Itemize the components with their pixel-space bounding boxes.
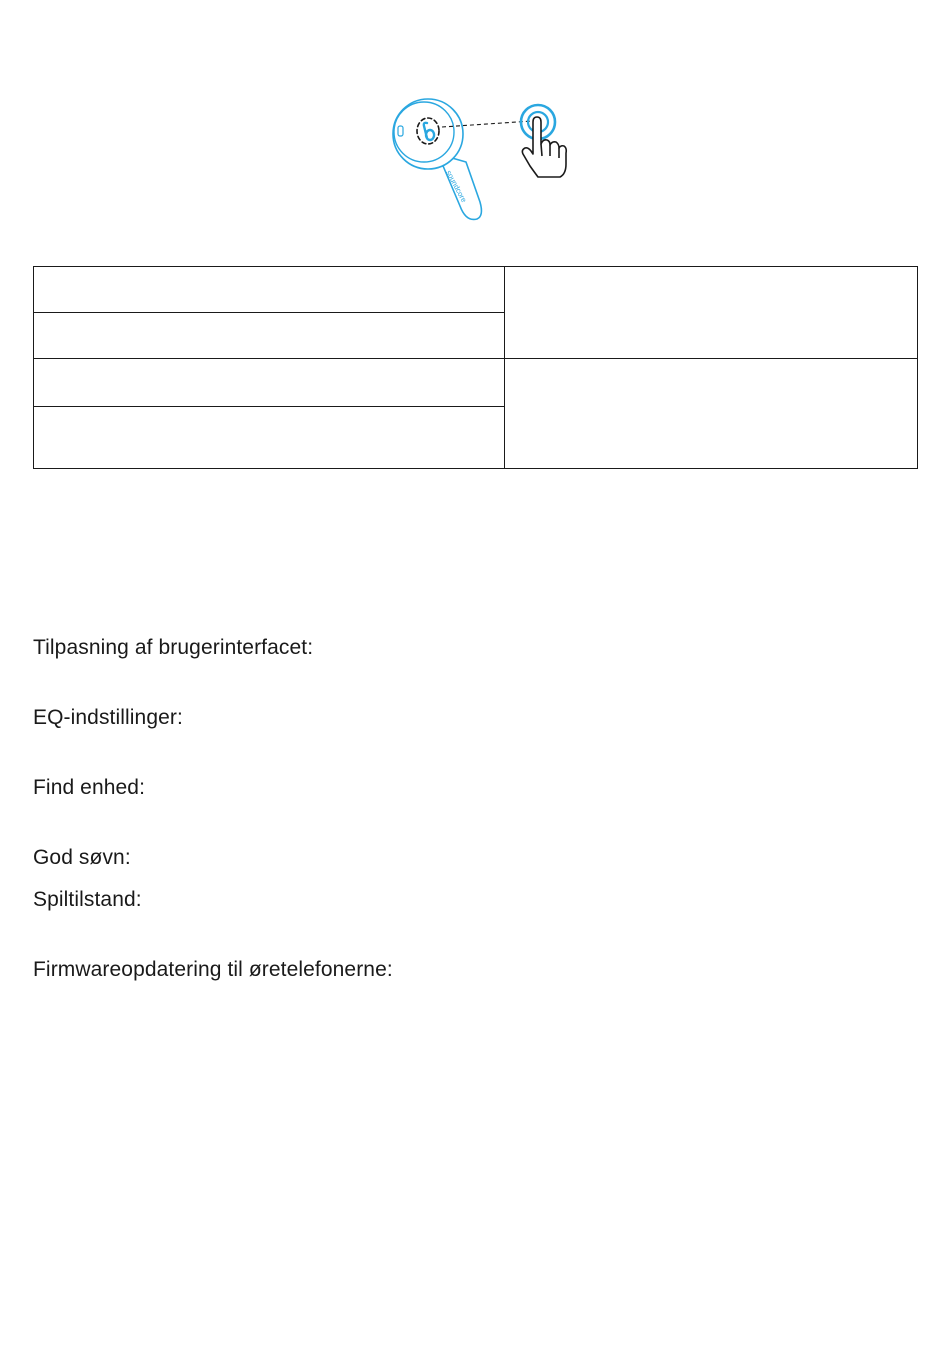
feature-game-mode: Spiltilstand: — [33, 888, 142, 911]
table-cell — [34, 406, 505, 468]
table-cell — [34, 313, 505, 359]
table-row — [34, 359, 918, 406]
table-cell — [34, 359, 505, 406]
table-row — [34, 267, 918, 313]
info-table — [33, 266, 918, 469]
feature-eq-settings: EQ-indstillinger: — [33, 706, 183, 729]
brand-text: soundcore — [444, 168, 469, 204]
feature-good-sleep: God søvn: — [33, 846, 131, 869]
feature-firmware-update: Firmwareopdatering til øretelefonerne: — [33, 958, 393, 981]
table-cell — [505, 267, 918, 359]
earbud-tap-illustration — [380, 96, 580, 236]
earbud-icon — [393, 99, 481, 219]
feature-ui-customization: Tilpasning af brugerinterfacet: — [33, 636, 314, 659]
feature-find-device: Find enhed: — [33, 776, 146, 799]
table-cell — [34, 267, 505, 313]
table-cell — [505, 359, 918, 469]
